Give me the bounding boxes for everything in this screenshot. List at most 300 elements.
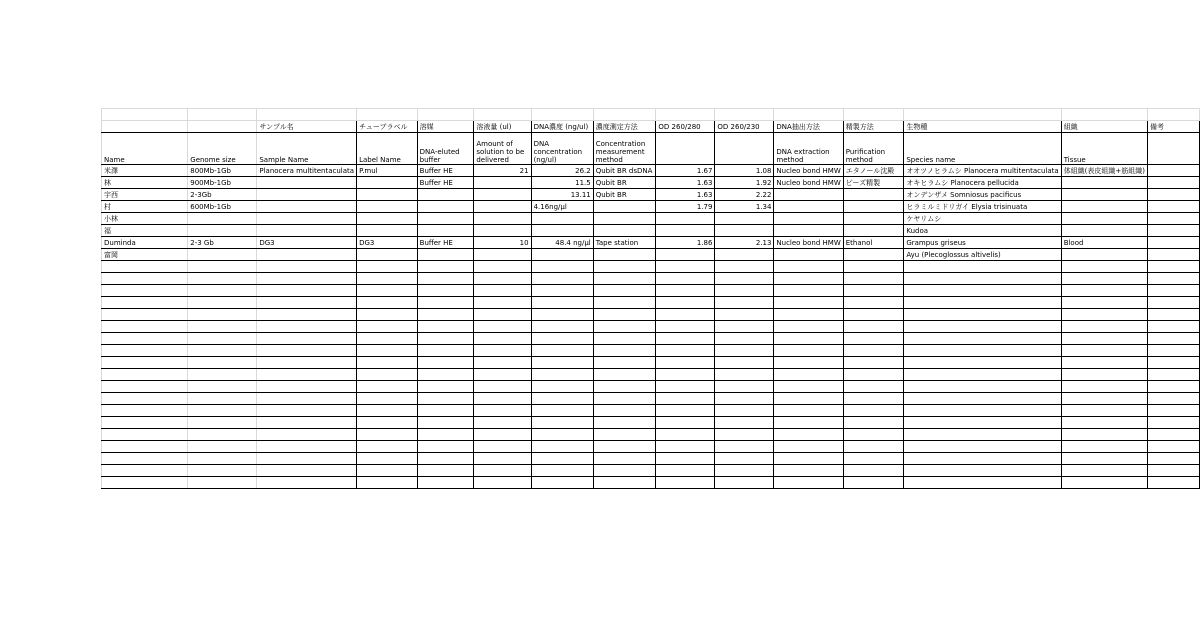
cell-label[interactable] xyxy=(357,285,418,297)
cell-notes[interactable] xyxy=(1148,249,1200,261)
cell-dna_conc[interactable] xyxy=(531,369,593,381)
cell-dna_conc[interactable] xyxy=(531,309,593,321)
cell-amount[interactable] xyxy=(474,309,531,321)
cell-buffer[interactable] xyxy=(417,477,474,489)
cell-extract[interactable] xyxy=(774,201,843,213)
cell-extract[interactable] xyxy=(774,225,843,237)
cell-od280[interactable]: 1.63 xyxy=(656,189,715,201)
cell-notes[interactable] xyxy=(1148,321,1200,333)
cell-od230[interactable] xyxy=(715,109,774,121)
cell-notes[interactable] xyxy=(1148,417,1200,429)
cell-buffer[interactable]: 溶媒 xyxy=(417,121,474,133)
cell-notes[interactable] xyxy=(1148,225,1200,237)
cell-notes[interactable] xyxy=(1148,381,1200,393)
cell-od280[interactable] xyxy=(656,393,715,405)
cell-sample[interactable] xyxy=(257,285,357,297)
cell-dna_conc[interactable] xyxy=(531,441,593,453)
cell-buffer[interactable] xyxy=(417,189,474,201)
cell-label[interactable] xyxy=(357,441,418,453)
cell-od280[interactable]: 1.63 xyxy=(656,177,715,189)
cell-species[interactable] xyxy=(904,273,1061,285)
cell-conc_method[interactable] xyxy=(593,285,656,297)
cell-buffer[interactable] xyxy=(417,109,474,121)
cell-buffer[interactable] xyxy=(417,345,474,357)
cell-species[interactable]: Ayu (Plecoglossus altivelis) xyxy=(904,249,1061,261)
cell-extract[interactable] xyxy=(774,381,843,393)
cell-species[interactable] xyxy=(904,453,1061,465)
cell-tissue[interactable] xyxy=(1061,381,1147,393)
cell-dna_conc[interactable] xyxy=(531,381,593,393)
cell-tissue[interactable] xyxy=(1061,453,1147,465)
cell-conc_method[interactable] xyxy=(593,309,656,321)
cell-purif[interactable] xyxy=(843,477,904,489)
cell-purif[interactable] xyxy=(843,309,904,321)
cell-amount[interactable] xyxy=(474,417,531,429)
cell-od230[interactable] xyxy=(715,333,774,345)
cell-buffer[interactable] xyxy=(417,393,474,405)
cell-od280[interactable] xyxy=(656,309,715,321)
cell-name[interactable] xyxy=(102,393,188,405)
cell-name[interactable] xyxy=(102,297,188,309)
cell-conc_method[interactable] xyxy=(593,441,656,453)
cell-name[interactable] xyxy=(102,369,188,381)
cell-label[interactable] xyxy=(357,345,418,357)
cell-conc_method[interactable] xyxy=(593,297,656,309)
cell-buffer[interactable] xyxy=(417,453,474,465)
cell-conc_method[interactable] xyxy=(593,225,656,237)
cell-label[interactable]: P.mul xyxy=(357,165,418,177)
cell-od230[interactable]: 1.08 xyxy=(715,165,774,177)
cell-tissue[interactable] xyxy=(1061,261,1147,273)
cell-label[interactable] xyxy=(357,417,418,429)
cell-conc_method[interactable] xyxy=(593,345,656,357)
cell-name[interactable] xyxy=(102,121,188,133)
cell-label[interactable] xyxy=(357,357,418,369)
cell-tissue[interactable] xyxy=(1061,405,1147,417)
cell-purif[interactable] xyxy=(843,357,904,369)
cell-name[interactable] xyxy=(102,429,188,441)
cell-genome[interactable] xyxy=(188,121,257,133)
cell-name[interactable] xyxy=(102,285,188,297)
cell-od280[interactable]: 1.79 xyxy=(656,201,715,213)
cell-label[interactable] xyxy=(357,177,418,189)
cell-od230[interactable] xyxy=(715,429,774,441)
cell-purif[interactable] xyxy=(843,201,904,213)
cell-conc_method[interactable] xyxy=(593,333,656,345)
cell-amount[interactable] xyxy=(474,201,531,213)
cell-buffer[interactable] xyxy=(417,321,474,333)
cell-od280[interactable] xyxy=(656,417,715,429)
cell-purif[interactable] xyxy=(843,381,904,393)
cell-amount[interactable] xyxy=(474,321,531,333)
cell-notes[interactable] xyxy=(1148,357,1200,369)
cell-od280[interactable] xyxy=(656,333,715,345)
cell-species[interactable] xyxy=(904,297,1061,309)
cell-purif[interactable] xyxy=(843,405,904,417)
cell-species[interactable] xyxy=(904,477,1061,489)
cell-od280[interactable] xyxy=(656,381,715,393)
cell-species[interactable]: Kudoa xyxy=(904,225,1061,237)
cell-tissue[interactable] xyxy=(1061,109,1147,121)
cell-conc_method[interactable]: 濃度測定方法 xyxy=(593,121,656,133)
cell-buffer[interactable]: Buffer HE xyxy=(417,237,474,249)
cell-tissue[interactable] xyxy=(1061,321,1147,333)
cell-extract[interactable]: Nucleo bond HMW xyxy=(774,165,843,177)
cell-name[interactable]: 宇西 xyxy=(102,189,188,201)
cell-dna_conc[interactable] xyxy=(531,417,593,429)
cell-od280[interactable]: OD 260/280 xyxy=(656,121,715,133)
cell-dna_conc[interactable] xyxy=(531,225,593,237)
cell-purif[interactable] xyxy=(843,429,904,441)
cell-extract[interactable]: DNA抽出方法 xyxy=(774,121,843,133)
cell-od280[interactable] xyxy=(656,261,715,273)
cell-genome[interactable] xyxy=(188,429,257,441)
cell-buffer[interactable] xyxy=(417,441,474,453)
cell-buffer[interactable] xyxy=(417,297,474,309)
cell-genome[interactable] xyxy=(188,249,257,261)
cell-genome[interactable] xyxy=(188,261,257,273)
cell-od280[interactable] xyxy=(656,405,715,417)
cell-species[interactable] xyxy=(904,465,1061,477)
cell-buffer[interactable] xyxy=(417,357,474,369)
cell-dna_conc[interactable] xyxy=(531,297,593,309)
cell-sample[interactable] xyxy=(257,477,357,489)
cell-notes[interactable] xyxy=(1148,369,1200,381)
cell-name[interactable]: Name xyxy=(102,133,188,165)
cell-purif[interactable] xyxy=(843,345,904,357)
cell-conc_method[interactable] xyxy=(593,213,656,225)
cell-conc_method[interactable] xyxy=(593,381,656,393)
cell-genome[interactable] xyxy=(188,345,257,357)
cell-purif[interactable] xyxy=(843,249,904,261)
cell-extract[interactable]: Nucleo bond HMW xyxy=(774,237,843,249)
cell-od280[interactable] xyxy=(656,429,715,441)
cell-buffer[interactable] xyxy=(417,201,474,213)
cell-notes[interactable] xyxy=(1148,393,1200,405)
cell-tissue[interactable] xyxy=(1061,357,1147,369)
cell-name[interactable] xyxy=(102,453,188,465)
cell-label[interactable] xyxy=(357,309,418,321)
cell-conc_method[interactable]: Qubit BR xyxy=(593,189,656,201)
cell-tissue[interactable] xyxy=(1061,477,1147,489)
cell-purif[interactable] xyxy=(843,189,904,201)
cell-genome[interactable]: 800Mb-1Gb xyxy=(188,165,257,177)
cell-sample[interactable] xyxy=(257,417,357,429)
cell-od230[interactable] xyxy=(715,393,774,405)
cell-purif[interactable] xyxy=(843,321,904,333)
cell-species[interactable] xyxy=(904,393,1061,405)
cell-sample[interactable] xyxy=(257,465,357,477)
cell-species[interactable] xyxy=(904,405,1061,417)
cell-sample[interactable] xyxy=(257,225,357,237)
cell-label[interactable] xyxy=(357,405,418,417)
cell-od280[interactable] xyxy=(656,133,715,165)
cell-od230[interactable] xyxy=(715,133,774,165)
cell-species[interactable] xyxy=(904,309,1061,321)
cell-amount[interactable] xyxy=(474,261,531,273)
cell-notes[interactable] xyxy=(1148,165,1200,177)
cell-extract[interactable]: Nucleo bond HMW xyxy=(774,177,843,189)
cell-genome[interactable] xyxy=(188,441,257,453)
cell-tissue[interactable] xyxy=(1061,297,1147,309)
cell-name[interactable]: 福 xyxy=(102,225,188,237)
cell-od230[interactable] xyxy=(715,405,774,417)
cell-sample[interactable] xyxy=(257,333,357,345)
cell-dna_conc[interactable] xyxy=(531,321,593,333)
cell-amount[interactable] xyxy=(474,109,531,121)
cell-extract[interactable] xyxy=(774,297,843,309)
cell-name[interactable] xyxy=(102,405,188,417)
cell-conc_method[interactable] xyxy=(593,109,656,121)
cell-amount[interactable]: 溶液量 (ul) xyxy=(474,121,531,133)
cell-species[interactable] xyxy=(904,333,1061,345)
cell-extract[interactable] xyxy=(774,477,843,489)
cell-genome[interactable] xyxy=(188,297,257,309)
cell-conc_method[interactable] xyxy=(593,453,656,465)
cell-label[interactable] xyxy=(357,261,418,273)
cell-genome[interactable]: 900Mb-1Gb xyxy=(188,177,257,189)
cell-notes[interactable] xyxy=(1148,405,1200,417)
cell-notes[interactable] xyxy=(1148,465,1200,477)
cell-dna_conc[interactable]: 4.16ng/µl xyxy=(531,201,593,213)
cell-buffer[interactable] xyxy=(417,465,474,477)
cell-dna_conc[interactable] xyxy=(531,213,593,225)
cell-od230[interactable] xyxy=(715,417,774,429)
cell-extract[interactable] xyxy=(774,441,843,453)
cell-od230[interactable] xyxy=(715,453,774,465)
cell-od280[interactable] xyxy=(656,369,715,381)
cell-extract[interactable] xyxy=(774,393,843,405)
cell-od230[interactable] xyxy=(715,369,774,381)
cell-conc_method[interactable] xyxy=(593,369,656,381)
cell-amount[interactable] xyxy=(474,297,531,309)
cell-sample[interactable] xyxy=(257,177,357,189)
cell-dna_conc[interactable] xyxy=(531,393,593,405)
cell-label[interactable] xyxy=(357,453,418,465)
cell-notes[interactable] xyxy=(1148,237,1200,249)
cell-notes[interactable] xyxy=(1148,213,1200,225)
cell-purif[interactable] xyxy=(843,297,904,309)
cell-amount[interactable] xyxy=(474,429,531,441)
cell-name[interactable] xyxy=(102,465,188,477)
cell-amount[interactable]: 21 xyxy=(474,165,531,177)
cell-name[interactable]: Duminda xyxy=(102,237,188,249)
cell-extract[interactable] xyxy=(774,309,843,321)
cell-conc_method[interactable] xyxy=(593,201,656,213)
cell-genome[interactable] xyxy=(188,453,257,465)
cell-extract[interactable] xyxy=(774,261,843,273)
cell-amount[interactable] xyxy=(474,189,531,201)
cell-species[interactable]: 生物種 xyxy=(904,121,1061,133)
cell-extract[interactable] xyxy=(774,333,843,345)
cell-od230[interactable] xyxy=(715,465,774,477)
cell-od230[interactable] xyxy=(715,345,774,357)
cell-genome[interactable] xyxy=(188,357,257,369)
cell-name[interactable] xyxy=(102,309,188,321)
cell-species[interactable] xyxy=(904,285,1061,297)
cell-label[interactable] xyxy=(357,189,418,201)
cell-od230[interactable] xyxy=(715,309,774,321)
cell-sample[interactable] xyxy=(257,261,357,273)
cell-label[interactable] xyxy=(357,477,418,489)
cell-buffer[interactable] xyxy=(417,333,474,345)
cell-conc_method[interactable]: Qubit BR dsDNA xyxy=(593,165,656,177)
cell-dna_conc[interactable]: 26.2 xyxy=(531,165,593,177)
cell-name[interactable] xyxy=(102,357,188,369)
cell-dna_conc[interactable] xyxy=(531,477,593,489)
cell-sample[interactable] xyxy=(257,213,357,225)
cell-extract[interactable] xyxy=(774,213,843,225)
cell-conc_method[interactable] xyxy=(593,273,656,285)
cell-notes[interactable] xyxy=(1148,477,1200,489)
cell-od230[interactable] xyxy=(715,381,774,393)
cell-buffer[interactable] xyxy=(417,309,474,321)
cell-buffer[interactable] xyxy=(417,285,474,297)
cell-tissue[interactable]: 体組織(表皮組織+筋組織) xyxy=(1061,165,1147,177)
cell-sample[interactable] xyxy=(257,321,357,333)
cell-amount[interactable] xyxy=(474,453,531,465)
cell-sample[interactable] xyxy=(257,381,357,393)
cell-dna_conc[interactable] xyxy=(531,345,593,357)
cell-extract[interactable] xyxy=(774,273,843,285)
cell-conc_method[interactable]: Qubit BR xyxy=(593,177,656,189)
cell-od280[interactable] xyxy=(656,249,715,261)
cell-od230[interactable]: 1.92 xyxy=(715,177,774,189)
cell-species[interactable] xyxy=(904,261,1061,273)
cell-dna_conc[interactable] xyxy=(531,429,593,441)
cell-genome[interactable] xyxy=(188,333,257,345)
cell-species[interactable]: Species name xyxy=(904,133,1061,165)
cell-genome[interactable]: 600Mb-1Gb xyxy=(188,201,257,213)
cell-od230[interactable] xyxy=(715,225,774,237)
cell-name[interactable] xyxy=(102,417,188,429)
cell-amount[interactable] xyxy=(474,225,531,237)
cell-dna_conc[interactable] xyxy=(531,405,593,417)
cell-od280[interactable] xyxy=(656,321,715,333)
cell-dna_conc[interactable]: 11.5 xyxy=(531,177,593,189)
cell-sample[interactable] xyxy=(257,109,357,121)
cell-conc_method[interactable] xyxy=(593,321,656,333)
cell-od280[interactable]: 1.67 xyxy=(656,165,715,177)
cell-label[interactable] xyxy=(357,213,418,225)
cell-dna_conc[interactable] xyxy=(531,273,593,285)
cell-genome[interactable] xyxy=(188,381,257,393)
cell-tissue[interactable] xyxy=(1061,201,1147,213)
cell-od230[interactable]: 2.13 xyxy=(715,237,774,249)
cell-dna_conc[interactable]: 13.11 xyxy=(531,189,593,201)
cell-notes[interactable] xyxy=(1148,441,1200,453)
cell-od230[interactable] xyxy=(715,213,774,225)
cell-sample[interactable] xyxy=(257,441,357,453)
cell-conc_method[interactable] xyxy=(593,249,656,261)
cell-sample[interactable] xyxy=(257,369,357,381)
cell-notes[interactable] xyxy=(1148,177,1200,189)
cell-od280[interactable]: 1.86 xyxy=(656,237,715,249)
cell-dna_conc[interactable] xyxy=(531,261,593,273)
cell-genome[interactable] xyxy=(188,273,257,285)
cell-species[interactable] xyxy=(904,417,1061,429)
cell-tissue[interactable] xyxy=(1061,189,1147,201)
cell-od280[interactable] xyxy=(656,285,715,297)
cell-purif[interactable]: Ethanol xyxy=(843,237,904,249)
cell-sample[interactable] xyxy=(257,201,357,213)
cell-buffer[interactable] xyxy=(417,273,474,285)
cell-name[interactable] xyxy=(102,441,188,453)
cell-sample[interactable] xyxy=(257,189,357,201)
cell-label[interactable] xyxy=(357,369,418,381)
cell-od280[interactable] xyxy=(656,465,715,477)
cell-sample[interactable]: Planocera multitentaculata xyxy=(257,165,357,177)
cell-extract[interactable] xyxy=(774,249,843,261)
cell-extract[interactable] xyxy=(774,109,843,121)
cell-label[interactable] xyxy=(357,201,418,213)
cell-od230[interactable] xyxy=(715,249,774,261)
cell-extract[interactable] xyxy=(774,189,843,201)
cell-od280[interactable] xyxy=(656,345,715,357)
cell-tissue[interactable] xyxy=(1061,309,1147,321)
cell-buffer[interactable]: Buffer HE xyxy=(417,177,474,189)
cell-od230[interactable] xyxy=(715,285,774,297)
cell-amount[interactable]: 10 xyxy=(474,237,531,249)
cell-name[interactable]: 村 xyxy=(102,201,188,213)
cell-genome[interactable] xyxy=(188,393,257,405)
cell-buffer[interactable] xyxy=(417,417,474,429)
cell-tissue[interactable]: 組織 xyxy=(1061,121,1147,133)
cell-dna_conc[interactable] xyxy=(531,249,593,261)
cell-species[interactable] xyxy=(904,441,1061,453)
cell-od230[interactable] xyxy=(715,441,774,453)
cell-dna_conc[interactable] xyxy=(531,109,593,121)
cell-purif[interactable]: Purification method xyxy=(843,133,904,165)
cell-od230[interactable] xyxy=(715,321,774,333)
cell-dna_conc[interactable] xyxy=(531,453,593,465)
cell-species[interactable] xyxy=(904,109,1061,121)
cell-od230[interactable] xyxy=(715,273,774,285)
cell-sample[interactable] xyxy=(257,345,357,357)
cell-tissue[interactable] xyxy=(1061,369,1147,381)
cell-notes[interactable] xyxy=(1148,189,1200,201)
cell-tissue[interactable] xyxy=(1061,441,1147,453)
cell-purif[interactable] xyxy=(843,109,904,121)
cell-species[interactable] xyxy=(904,429,1061,441)
cell-sample[interactable] xyxy=(257,453,357,465)
cell-purif[interactable] xyxy=(843,417,904,429)
cell-name[interactable] xyxy=(102,261,188,273)
cell-species[interactable]: オキヒラムシ Planocera pellucida xyxy=(904,177,1061,189)
cell-buffer[interactable] xyxy=(417,429,474,441)
cell-name[interactable] xyxy=(102,477,188,489)
cell-sample[interactable] xyxy=(257,249,357,261)
cell-genome[interactable] xyxy=(188,477,257,489)
cell-purif[interactable] xyxy=(843,213,904,225)
cell-species[interactable]: オンデンザメ Somniosus pacificus xyxy=(904,189,1061,201)
cell-label[interactable]: Label Name xyxy=(357,133,418,165)
cell-conc_method[interactable] xyxy=(593,393,656,405)
cell-label[interactable] xyxy=(357,249,418,261)
cell-amount[interactable] xyxy=(474,465,531,477)
cell-dna_conc[interactable]: DNA濃度 (ng/ul) xyxy=(531,121,593,133)
cell-buffer[interactable]: Buffer HE xyxy=(417,165,474,177)
cell-name[interactable] xyxy=(102,321,188,333)
cell-notes[interactable] xyxy=(1148,453,1200,465)
cell-buffer[interactable]: DNA-eluted buffer xyxy=(417,133,474,165)
cell-name[interactable]: 林 xyxy=(102,177,188,189)
cell-genome[interactable]: Genome size xyxy=(188,133,257,165)
cell-od280[interactable] xyxy=(656,297,715,309)
cell-label[interactable] xyxy=(357,225,418,237)
cell-od280[interactable] xyxy=(656,273,715,285)
cell-dna_conc[interactable] xyxy=(531,465,593,477)
